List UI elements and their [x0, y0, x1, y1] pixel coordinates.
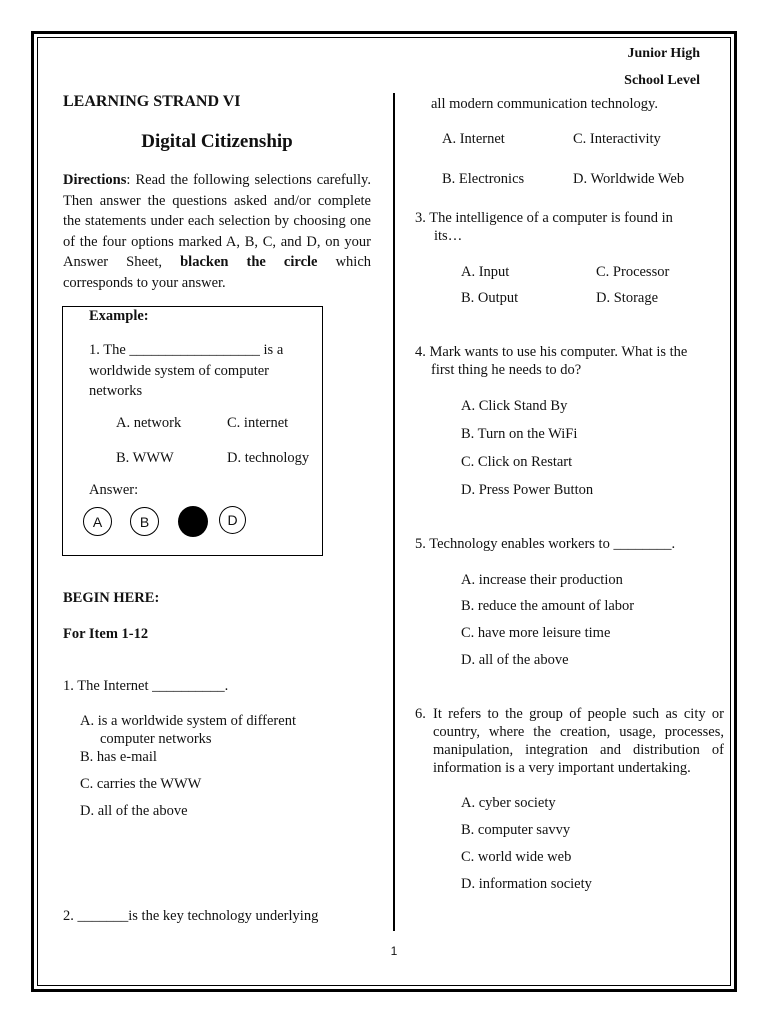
directions-label: Directions	[63, 172, 127, 188]
q5-option-b: B. reduce the amount of labor	[461, 598, 635, 614]
answer-bubble-b: B	[130, 507, 159, 536]
level-header	[624, 40, 700, 94]
q6-stem: It refers to the group of people such as city or country, where the creation, usage, processes, manipulation, integration and distribution of information is a very important undertaking.	[433, 706, 724, 776]
q4-option-a: A. Click Stand By	[461, 398, 568, 414]
q2-option-b: B. Electronics	[442, 171, 525, 187]
q1-option-d: D. all of the above	[80, 803, 188, 819]
q3-stem: 3. The intelligence of a computer is found in	[415, 210, 673, 226]
directions-bold: blacken the circle	[180, 254, 318, 270]
example-question: 1. The __________________ is a worldwide system of computer networks	[89, 342, 284, 399]
example-label: Example:	[89, 308, 149, 324]
q6-option-c: C. world wide web	[461, 849, 572, 865]
q1-option-b: B. has e-mail	[80, 749, 157, 765]
q5-option-c: C. have more leisure time	[461, 625, 611, 641]
answer-bubble-c-filled	[178, 506, 208, 537]
q3-option-a: A. Input	[461, 264, 510, 280]
q6-option-b: B. computer savvy	[461, 822, 571, 838]
example-answer-label: Answer:	[89, 482, 139, 498]
q4-stem: 4. Mark wants to use his computer. What is the	[415, 344, 688, 360]
q4-option-d: D. Press Power Button	[461, 482, 594, 498]
directions-text-2: which corresponds to your answer.	[63, 254, 371, 291]
q2-option-c: C. Interactivity	[573, 131, 661, 147]
q6-option-a: A. cyber society	[461, 795, 556, 811]
q1-option-a: A. is a worldwide system of different	[80, 713, 296, 729]
column-divider	[393, 93, 395, 931]
q4-option-b: B. Turn on the WiFi	[461, 426, 578, 442]
page-number: 1	[390, 944, 398, 958]
q5-option-d: D. all of the above	[461, 652, 569, 668]
example-option-b: B. WWW	[116, 450, 174, 466]
q2-stem-cont: all modern communication technology.	[431, 96, 658, 112]
q4-option-c: C. Click on Restart	[461, 454, 573, 470]
q6-number: 6.	[415, 706, 426, 722]
q6-option-d: D. information society	[461, 876, 592, 892]
directions-text-1: : Read the following selections carefully. Then answer the questions asked and/or complete the statements under each selection by choosing one of the four options marked A, B, C, and D, on your Answer Sheet,	[63, 172, 371, 270]
answer-bubble-a: A	[83, 507, 112, 536]
example-option-d: D. technology	[227, 450, 310, 466]
strand-heading: LEARNING STRAND VI	[63, 93, 241, 110]
level-line-1: Junior High	[627, 46, 700, 61]
q1-option-a-cont: computer networks	[100, 731, 212, 747]
level-line-2: School Level	[624, 73, 700, 88]
q5-stem: 5. Technology enables workers to ________.	[415, 536, 676, 552]
q2-stem: 2. _______is the key technology underlying	[63, 908, 319, 924]
directions-paragraph	[63, 170, 371, 293]
q3-option-d: D. Storage	[596, 290, 659, 306]
q1-stem: 1. The Internet __________.	[63, 678, 229, 694]
q1-option-c: C. carries the WWW	[80, 776, 202, 792]
page-title: Digital Citizenship	[141, 131, 293, 152]
q4-stem-cont: first thing he needs to do?	[431, 362, 582, 378]
example-option-c: C. internet	[227, 415, 289, 431]
q5-option-a: A. increase their production	[461, 572, 623, 588]
q2-option-a: A. Internet	[442, 131, 505, 147]
example-option-a: A. network	[116, 415, 182, 431]
answer-bubble-d: D	[219, 506, 246, 534]
q3-option-b: B. Output	[461, 290, 519, 306]
q3-option-c: C. Processor	[596, 264, 670, 280]
q2-option-d: D. Worldwide Web	[573, 171, 685, 187]
begin-heading: BEGIN HERE:	[63, 590, 160, 606]
item-range-heading: For Item 1-12	[63, 626, 149, 642]
q3-stem-cont: its…	[434, 228, 463, 244]
